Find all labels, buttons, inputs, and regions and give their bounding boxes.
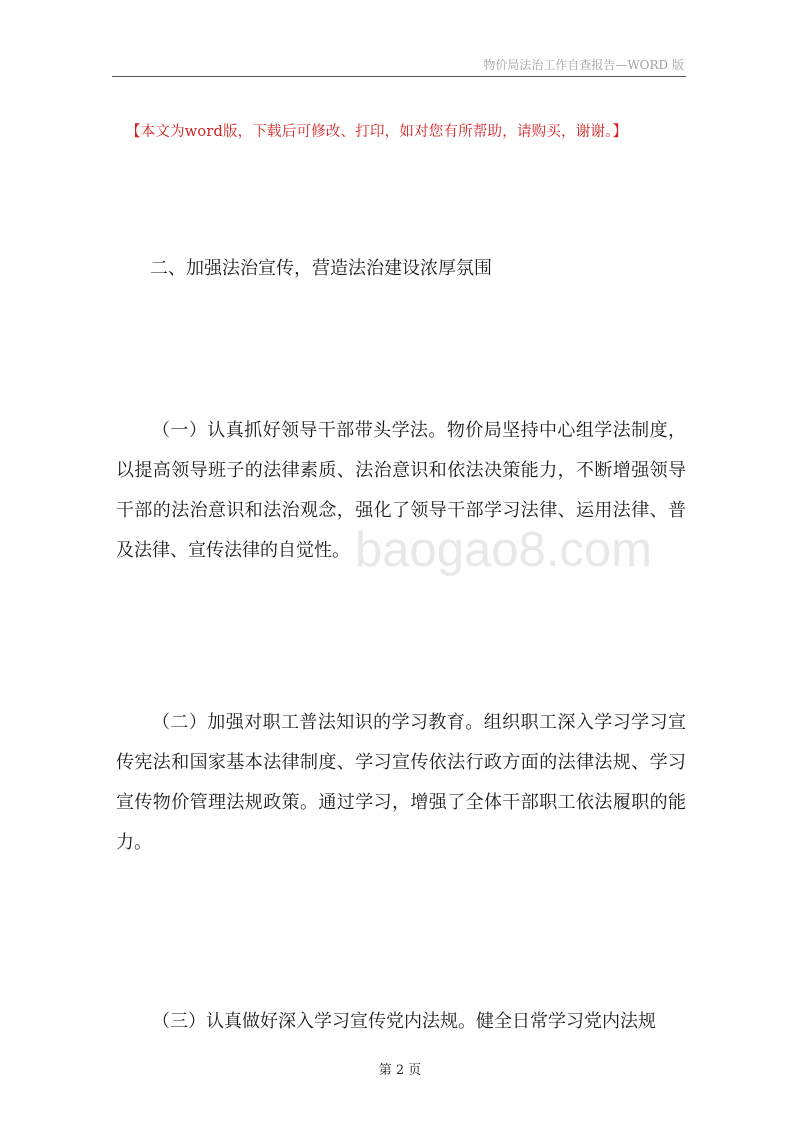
page-number: 第 2 页 [378, 1063, 422, 1078]
paragraph-staff-education: （二）加强对职工普法知识的学习教育。组织职工深入学习学习宣传宪法和国家基本法律制度、学习宣传依法行政方面的法律法规、学习宣传物价管理法规政策。通过学习，增强了全体干部职工依法履职的能力。 [116, 712, 686, 853]
page-header [112, 54, 686, 77]
section-heading: 二、加强法治宣传，营造法治建设浓厚氛围 [150, 258, 492, 279]
purchase-notice: 【本文为word版，下载后可修改、打印，如对您有所帮助，请购买，谢谢。】 [126, 124, 628, 140]
header-title: 物价局法治工作自查报告—WORD 版 [483, 58, 684, 72]
paragraph-leaders-study-law: （一）认真抓好领导干部带头学法。物价局坚持中心组学法制度，以提高领导班子的法律素质、法治意识和依法决策能力，不断增强领导干部的法治意识和法治观念，强化了领导干部学习法律、运用法律、普及法律、宣传法律的自觉性。 [116, 420, 686, 561]
paragraph-party-regulations: （三）认真做好深入学习宣传党内法规。健全日常学习党内法规 [152, 1011, 656, 1032]
watermark: baogao8.com [355, 523, 652, 577]
